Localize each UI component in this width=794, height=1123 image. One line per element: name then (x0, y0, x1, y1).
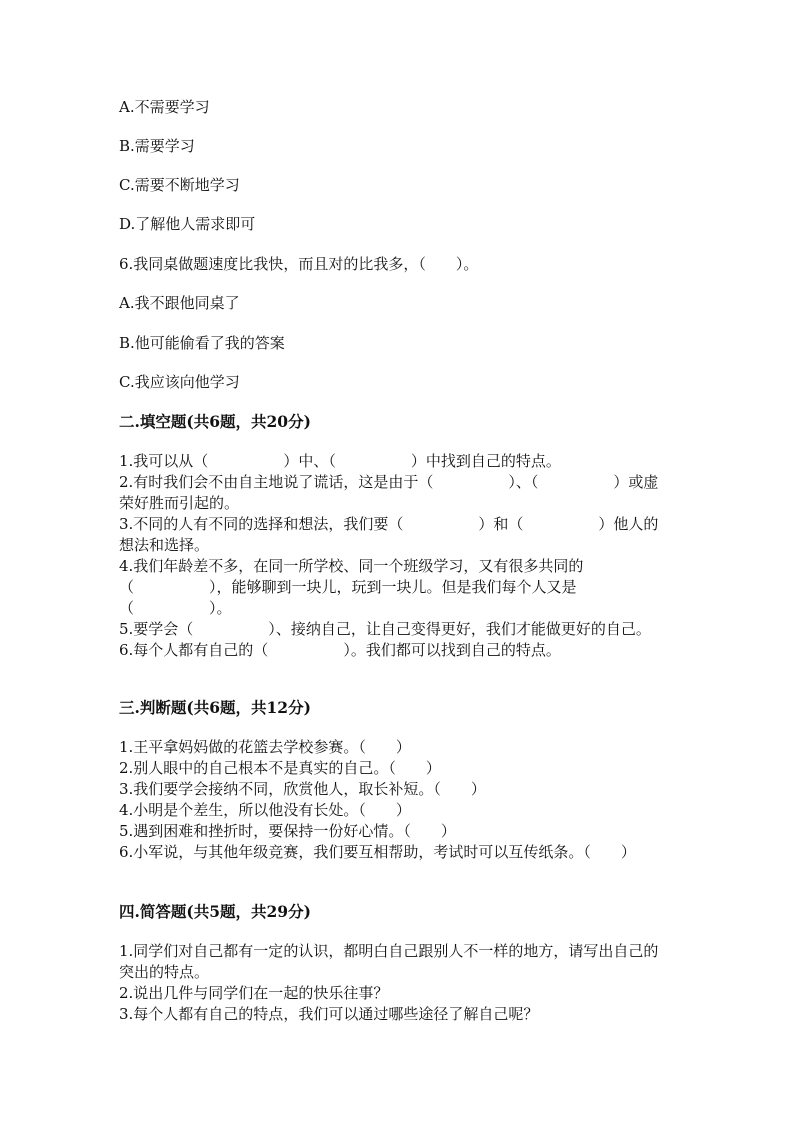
section-4-items (119, 941, 667, 1025)
q5-option-a: A.不需要学习 (119, 98, 210, 116)
section-4-title: 四.简答题(共5题，共29分) (119, 902, 311, 921)
fill-item-2: 2.有时我们会不由自主地说了谎话，这是由于（ ）、（ ）或虚荣好胜而引起的。 (119, 473, 659, 512)
judge-item-6: 6.小军说，与其他年级竞赛，我们要互相帮助，考试时可以互传纸条。（ ） (119, 843, 636, 861)
fill-item-4: 4.我们年龄差不多，在同一所学校、同一个班级学习，又有很多共同的（ ），能够聊到一块儿，玩到一块儿。但是我们每个人又是（ ）。 (119, 557, 584, 617)
q6-option-c: C.我应该向他学习 (119, 373, 240, 391)
judge-item-5: 5.遇到困难和挫折时，要保持一份好心情。（ ） (119, 822, 456, 840)
short-answer-item-3: 3.每个人都有自己的特点，我们可以通过哪些途径了解自己呢？ (119, 1005, 539, 1023)
judge-item-1: 1.王平拿妈妈做的花篮去学校参赛。（ ） (119, 738, 411, 756)
fill-item-1: 1.我可以从（ ）中、（ ）中找到自己的特点。 (119, 452, 561, 470)
short-answer-item-1: 1.同学们对自己都有一定的认识，都明白自己跟别人不一样的地方，请写出自己的突出的特点。 (119, 942, 659, 981)
q5-option-b: B.需要学习 (119, 137, 195, 155)
fill-item-5: 5.要学会（ ）、接纳自己，让自己变得更好，我们才能做更好的自己。 (119, 620, 651, 638)
section-3-title: 三.判断题(共6题，共12分) (119, 698, 311, 717)
section-2-title: 二.填空题(共6题，共20分) (119, 412, 311, 431)
q5-option-c: C.需要不断地学习 (119, 176, 240, 194)
fill-item-3: 3.不同的人有不同的选择和想法，我们要（ ）和（ ）他人的想法和选择。 (119, 515, 659, 554)
section-2-items (119, 451, 667, 661)
short-answer-item-2: 2.说出几件与同学们在一起的快乐往事？ (119, 984, 389, 1002)
judge-item-2: 2.别人眼中的自己根本不是真实的自己。（ ） (119, 759, 441, 777)
section-3-items (119, 737, 667, 863)
q5-option-d: D.了解他人需求即可 (119, 215, 256, 233)
question-6: 6.我同桌做题速度比我快，而且对的比我多，（ ）。 (119, 255, 479, 273)
q6-option-b: B.他可能偷看了我的答案 (119, 334, 285, 352)
judge-item-3: 3.我们要学会接纳不同，欣赏他人，取长补短。（ ） (119, 780, 486, 798)
fill-item-6: 6.每个人都有自己的（ ）。我们都可以找到自己的特点。 (119, 641, 561, 659)
q6-option-a: A.我不跟他同桌了 (119, 294, 240, 312)
judge-item-4: 4.小明是个差生，所以他没有长处。（ ） (119, 801, 411, 819)
